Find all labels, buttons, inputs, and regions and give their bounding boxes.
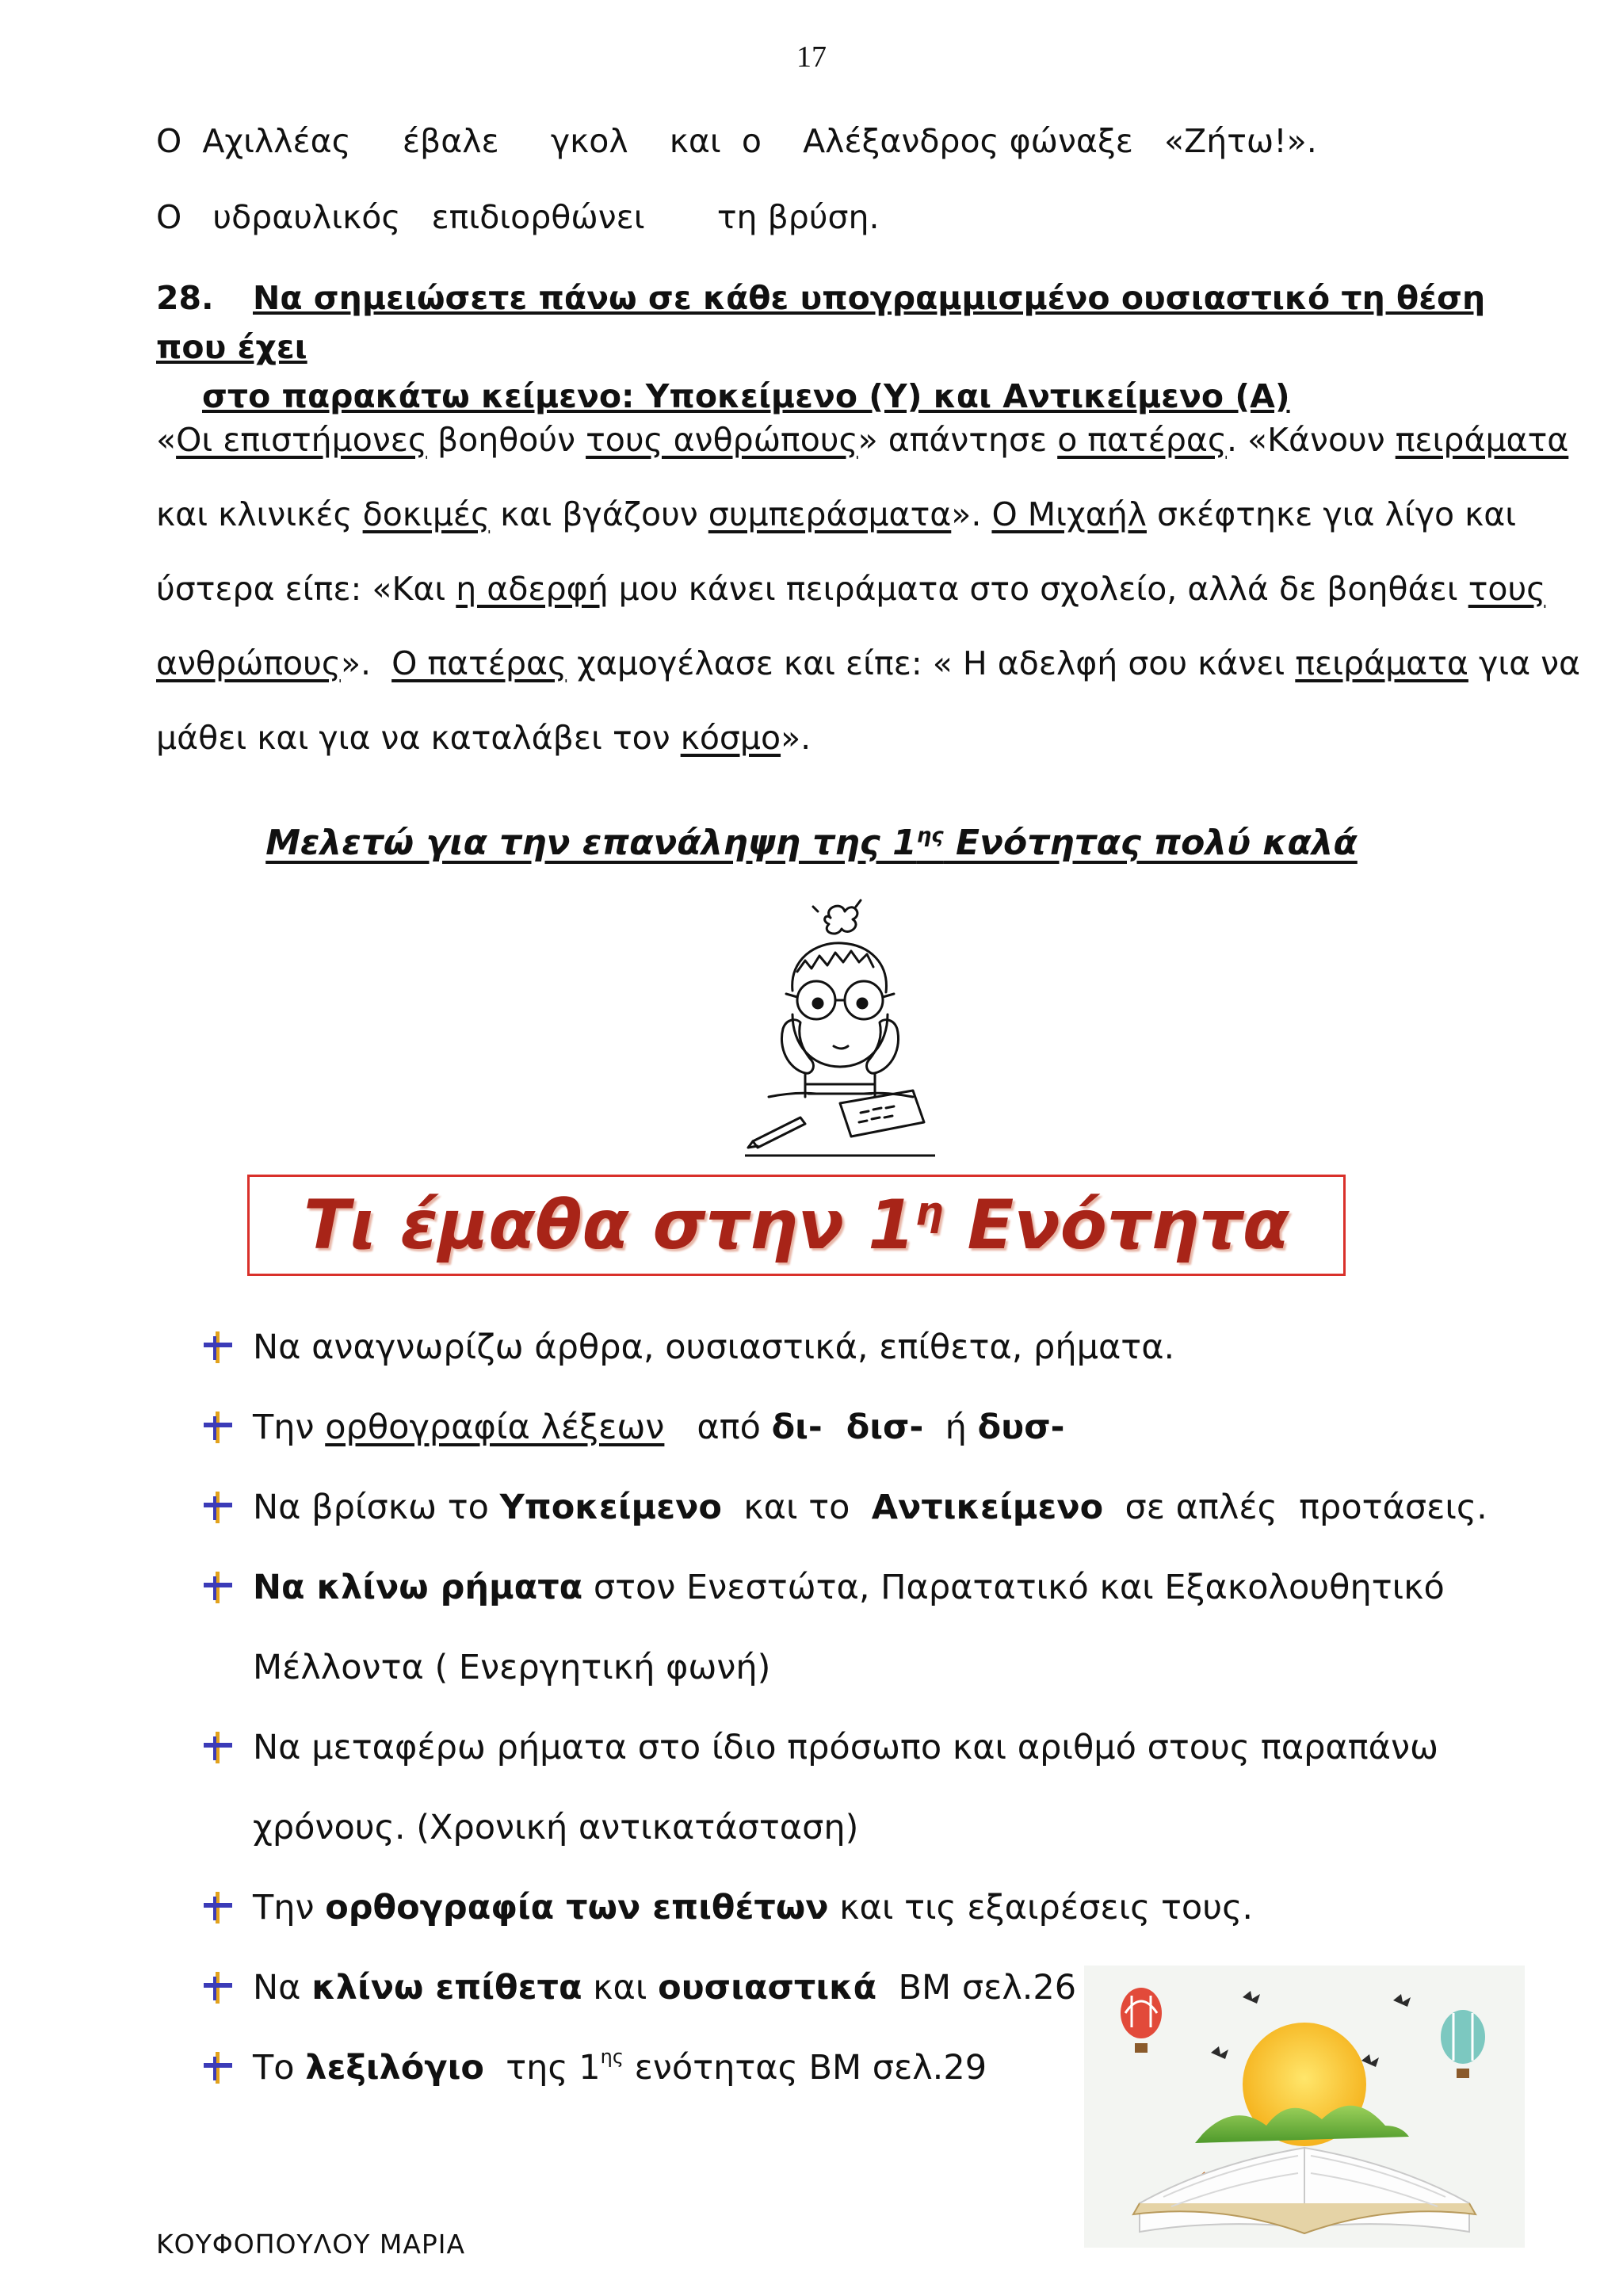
list-item-text — [253, 1468, 1487, 1548]
underlined-noun: δοκιμές — [362, 495, 491, 533]
underlined-noun: πειράματα — [1295, 644, 1468, 682]
underlined-noun: ανθρώπους — [156, 644, 341, 682]
underlined-noun: πειράματα — [1395, 421, 1569, 459]
paragraph-line-4 — [156, 644, 1581, 682]
text: και κλινικές — [156, 495, 363, 533]
text: Να βρίσκω το — [253, 1488, 500, 1527]
text: σε απλές προτάσεις. — [1103, 1488, 1487, 1527]
plus-bullet-icon — [202, 2028, 253, 2137]
list-item — [202, 1308, 1549, 1388]
text: μου κάνει πειράματα στο σχολείο, αλλά δε βοηθάει — [608, 570, 1468, 608]
text: Να — [253, 1968, 312, 2008]
text: βοηθούν — [426, 421, 586, 459]
sentence-line-1: Ο Αχιλλέας έβαλε γκολ και ο Αλέξανδρος φώναξε «Ζήτω!». — [156, 122, 1317, 160]
bold-text: ορθογραφία των επιθέτων — [325, 1888, 829, 1927]
exercise-instruction-line-2: στο παρακάτω κείμενο: Υποκείμενο (Υ) και Αντικείμενο (Α) — [202, 377, 1290, 415]
underlined-noun: τους — [1468, 570, 1546, 608]
underlined-noun: Ο πατέρας — [391, 644, 567, 682]
text: ». — [951, 495, 992, 533]
heading-text: Μελετώ για την επανάληψη της 1 — [265, 823, 917, 863]
text: από — [664, 1408, 772, 1447]
list-item-text — [253, 1548, 1445, 1628]
text: σκέφτηκε για λίγο και — [1146, 495, 1517, 533]
list-item-text: Να αναγνωρίζω άρθρα, ουσιαστικά, επίθετα, ρήματα. — [253, 1328, 1175, 1367]
list-item — [202, 1548, 1549, 1628]
paragraph-line-3 — [156, 570, 1546, 608]
list-item-text — [253, 1868, 1253, 1948]
page-number: 17 — [796, 40, 827, 74]
bold-text: Να κλίνω ρήματα — [253, 1568, 583, 1607]
list-item — [202, 1388, 1549, 1468]
list-item-text — [253, 2028, 987, 2108]
bold-text: ουσιαστικά — [658, 1968, 877, 2008]
list-item — [202, 1468, 1549, 1548]
text: και — [582, 1968, 659, 2008]
text: ή — [923, 1408, 978, 1447]
student-illustration — [745, 896, 935, 1157]
exercise-instruction-line-1: Να σημειώσετε πάνω σε κάθε υπογραμμισμένο ουσιαστικό τη θέση που έχει — [156, 279, 1486, 366]
text: και το — [721, 1488, 872, 1527]
bold-text: λεξιλόγιο — [305, 2048, 484, 2088]
banner-superscript: η — [915, 1188, 944, 1235]
banner-text: Ενότητα — [943, 1186, 1289, 1265]
bold-text: Υποκείμενο — [499, 1488, 722, 1527]
list-item — [202, 1868, 1549, 1948]
list-item-continuation: Μέλλοντα ( Ενεργητική φωνή) — [253, 1648, 771, 1687]
list-item-continuation: χρόνους. (Χρονική αντικατάσταση) — [253, 1808, 859, 1847]
bold-text: δυσ- — [977, 1408, 1065, 1447]
superscript: ης — [600, 2046, 624, 2068]
text: και τις εξαιρέσεις τους. — [828, 1888, 1254, 1927]
heading-superscript: ης — [916, 823, 944, 848]
author-footer: ΚΟΥΦΟΠΟΥΛΟΥ ΜΑΡΙΑ — [156, 2229, 466, 2260]
book-sun-illustration — [1084, 1966, 1525, 2248]
underlined-noun: τους ανθρώπους — [586, 421, 858, 459]
list-item-text — [253, 1948, 1076, 2028]
text: στον Ενεστώτα, Παρατατικό και Εξακολουθητικό — [582, 1568, 1445, 1607]
list-item — [202, 1708, 1549, 1788]
underlined-noun: συμπεράσματα — [708, 495, 952, 533]
plus-bullet-icon — [202, 1708, 253, 1817]
text: Το — [253, 2048, 306, 2088]
plus-bullet-icon — [202, 1548, 253, 1657]
sentence-line-2: Ο υδραυλικός επιδιορθώνει τη βρύση. — [156, 198, 880, 236]
text: Την — [253, 1888, 326, 1927]
exercise-28 — [156, 273, 1535, 421]
list-item-text: Να μεταφέρω ρήματα στο ίδιο πρόσωπο και αριθμό στους παραπάνω — [253, 1728, 1438, 1767]
bold-text: δι- δισ- — [771, 1408, 924, 1447]
text: « — [156, 421, 177, 459]
underlined-noun: Οι επιστήμονες — [176, 421, 427, 459]
text: για να — [1468, 644, 1581, 682]
paragraph-line-2 — [156, 495, 1517, 533]
underlined-text: ορθογραφία λέξεων — [325, 1408, 665, 1447]
underlined-noun: Ο Μιχαήλ — [991, 495, 1147, 533]
paragraph-line-5 — [156, 719, 812, 757]
text: Την — [253, 1408, 326, 1447]
underlined-noun: η αδερφή — [456, 570, 609, 608]
text: ». — [340, 644, 392, 682]
section-heading — [0, 823, 1623, 863]
text: και βγάζουν — [490, 495, 708, 533]
bold-text: κλίνω επίθετα — [311, 1968, 582, 2008]
underlined-noun: ο πατέρας — [1057, 421, 1227, 459]
list-item-text — [253, 1388, 1065, 1468]
exercise-number: 28. — [156, 279, 214, 317]
banner-text: Τι έμαθα στην 1 — [304, 1186, 915, 1265]
text: μάθει και για να καταλάβει τον — [156, 719, 681, 757]
banner-title — [304, 1186, 1289, 1265]
text: της 1 — [483, 2048, 601, 2088]
text: ». — [781, 719, 812, 757]
bold-text: Αντικείμενο — [871, 1488, 1104, 1527]
text: χαμογέλασε και είπε: « Η αδελφή σου κάνει — [567, 644, 1296, 682]
text: . «Κάνουν — [1226, 421, 1396, 459]
summary-banner — [247, 1175, 1346, 1276]
text: » απάντησε — [857, 421, 1058, 459]
text: ΒΜ σελ.26 — [876, 1968, 1077, 2008]
paragraph-line-1 — [156, 421, 1569, 459]
text: ενότητας ΒΜ σελ.29 — [623, 2048, 987, 2088]
heading-text: Ενότητας πολύ καλά — [943, 823, 1358, 863]
underlined-noun: κόσμο — [680, 719, 781, 757]
text: ύστερα είπε: «Και — [156, 570, 456, 608]
